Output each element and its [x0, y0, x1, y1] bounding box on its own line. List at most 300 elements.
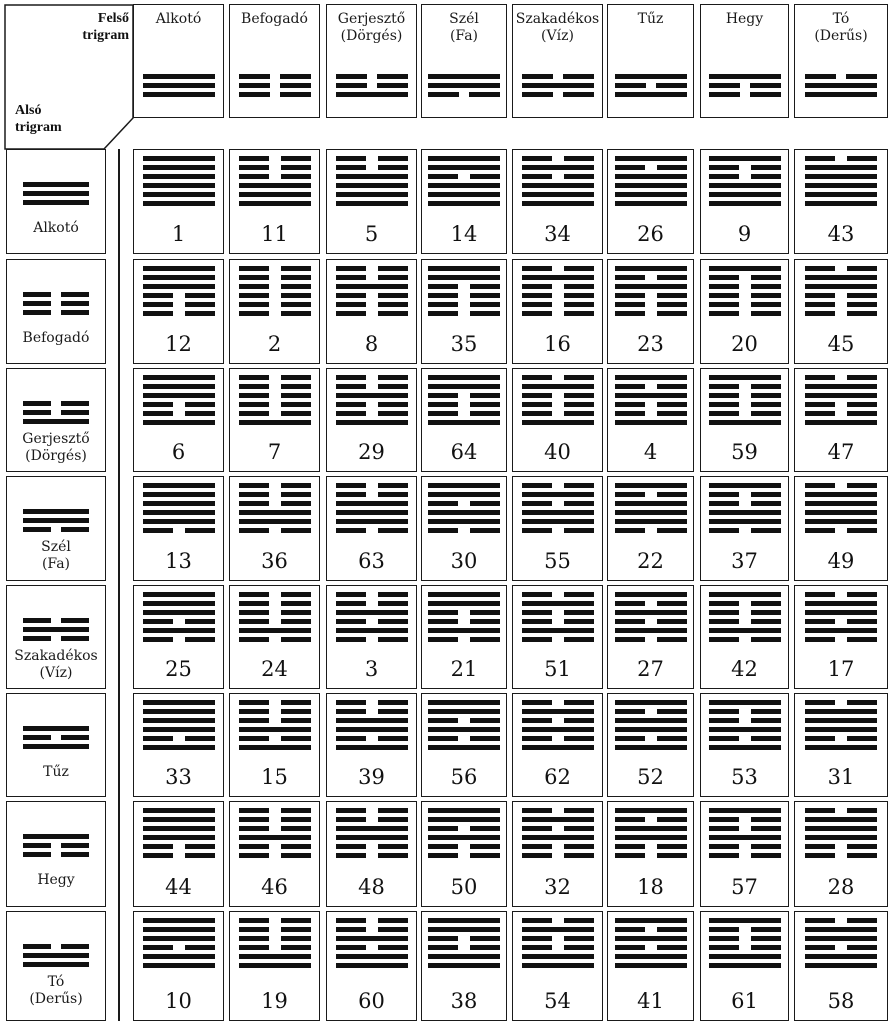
yin-line-left [336, 83, 367, 88]
yang-line [805, 201, 877, 206]
hexagram-cell [607, 911, 694, 1021]
yin-line-right [378, 808, 408, 813]
yang-line [143, 492, 215, 497]
yin-line-left [143, 311, 173, 316]
yin-line-right [185, 844, 215, 849]
yin-line-right [564, 302, 594, 307]
yin-line-left [239, 284, 269, 289]
hexagram-symbol [428, 592, 500, 642]
yin-line-left [143, 619, 173, 624]
yin-line-left [239, 736, 269, 741]
hexagram-symbol [805, 375, 877, 425]
hexagram-number: 30 [450, 549, 478, 573]
lower-trigram-name: Alkotó [33, 220, 79, 236]
hexagram-number: 52 [637, 765, 664, 789]
yang-line [336, 826, 408, 831]
yang-line [143, 74, 215, 79]
yang-line [239, 727, 311, 732]
lower-trigram-name: Befogadó [22, 330, 90, 346]
yin-line-left [143, 637, 173, 642]
yin-line-right [564, 293, 594, 298]
hexagram-number: 18 [637, 875, 664, 899]
yin-line-right [470, 393, 500, 398]
yin-line-left [805, 528, 835, 533]
yin-line-right [185, 302, 215, 307]
yang-line [428, 709, 500, 714]
lower-trigram-name: Szél (Fa) [41, 539, 71, 572]
hexagram-cell [794, 801, 888, 907]
yang-line [143, 156, 215, 161]
yang-line [805, 610, 877, 615]
yang-line [23, 962, 89, 967]
hexagram-cell [700, 368, 789, 472]
yang-line [615, 628, 687, 633]
yang-line [615, 201, 687, 206]
yin-line-left [428, 411, 458, 416]
yin-line-left [428, 826, 458, 831]
yang-line [805, 817, 877, 822]
yang-line [23, 834, 89, 839]
yin-line-right [564, 284, 594, 289]
yang-line [336, 501, 408, 506]
hexagram-symbol [805, 700, 877, 750]
yin-line-left [336, 275, 366, 280]
yin-line-left [805, 266, 835, 271]
upper-trigram-symbol [336, 74, 408, 97]
yin-line-right [564, 174, 594, 179]
hexagram-symbol [615, 918, 687, 968]
yang-line [615, 745, 687, 750]
hexagram-cell [326, 149, 417, 254]
yang-line [239, 420, 311, 425]
yin-line-left [615, 411, 645, 416]
lower-trigram-symbol [23, 292, 89, 315]
yin-line-right [378, 402, 408, 407]
yang-line [336, 835, 408, 840]
hexagram-symbol [805, 483, 877, 533]
yin-line-left [23, 401, 51, 406]
yin-line-left [239, 945, 269, 950]
yang-line [709, 954, 781, 959]
hexagram-symbol [615, 266, 687, 316]
hexagram-number: 54 [544, 989, 571, 1013]
hexagram-number: 29 [358, 440, 385, 464]
yin-line-right [657, 311, 687, 316]
yin-line-left [709, 853, 739, 858]
yin-line-right [281, 156, 311, 161]
yin-line-right [281, 718, 311, 723]
yin-line-right [61, 292, 89, 297]
hexagram-symbol [522, 266, 594, 316]
yin-line-left [615, 853, 645, 858]
yin-line-left [805, 156, 835, 161]
yin-line-left [522, 853, 552, 858]
hexagram-cell [229, 476, 320, 581]
hexagram-number: 44 [165, 875, 192, 899]
yin-line-right [657, 302, 687, 307]
yang-line [709, 808, 781, 813]
yang-line [805, 284, 877, 289]
yin-line-left [709, 501, 739, 506]
yin-line-left [239, 311, 269, 316]
hexagram-symbol [522, 700, 594, 750]
yin-line-right [751, 736, 781, 741]
yin-line-left [143, 853, 173, 858]
yang-line [23, 419, 89, 424]
yang-line [615, 284, 687, 289]
yin-line-right [281, 528, 311, 533]
yang-line [615, 183, 687, 188]
yin-line-left [428, 844, 458, 849]
yin-line-left [239, 918, 269, 923]
yin-line-left [615, 302, 645, 307]
yin-line-left [522, 393, 552, 398]
yin-line-right [564, 826, 594, 831]
yin-line-left [239, 375, 269, 380]
yin-line-right [564, 610, 594, 615]
yang-line [23, 182, 89, 187]
hexagram-number: 53 [731, 765, 758, 789]
yin-line-left [428, 501, 458, 506]
upper-trigram-cell [421, 4, 507, 118]
yin-line-right [564, 945, 594, 950]
yin-line-left [336, 311, 366, 316]
hexagram-symbol [143, 808, 215, 858]
yin-line-left [805, 74, 836, 79]
hexagram-number: 58 [827, 989, 855, 1013]
yang-line [709, 183, 781, 188]
yin-line-left [615, 619, 645, 624]
yin-line-left [522, 284, 552, 289]
hexagram-symbol [239, 592, 311, 642]
yin-line-left [709, 393, 739, 398]
yang-line [522, 727, 594, 732]
hexagram-number: 22 [637, 549, 664, 573]
yang-line [709, 266, 781, 271]
yin-line-right [185, 411, 215, 416]
yang-line [805, 165, 877, 170]
hexagram-symbol [239, 700, 311, 750]
yin-line-right [564, 700, 594, 705]
yin-line-right [281, 844, 311, 849]
yin-line-right [751, 501, 781, 506]
lower-trigram-symbol [23, 401, 89, 424]
yin-line-left [709, 492, 739, 497]
yin-line-left [615, 293, 645, 298]
yin-line-left [336, 844, 366, 849]
yang-line [615, 592, 687, 597]
hexagram-number: 4 [643, 440, 658, 464]
yin-line-left [143, 402, 173, 407]
yin-line-left [709, 293, 739, 298]
hexagram-number: 60 [358, 989, 385, 1013]
yin-line-left [615, 165, 645, 170]
yin-line-right [750, 83, 781, 88]
hexagram-symbol [336, 266, 408, 316]
yin-line-left [239, 927, 269, 932]
yin-line-left [239, 92, 270, 97]
yin-line-left [805, 619, 835, 624]
lower-trigram-name: Szakadékos (Víz) [14, 648, 98, 681]
yang-line [709, 727, 781, 732]
yang-line [615, 727, 687, 732]
upper-trigram-symbol [709, 74, 781, 97]
yin-line-right [61, 401, 89, 406]
yin-line-right [751, 817, 781, 822]
yin-line-left [522, 736, 552, 741]
yin-line-left [615, 844, 645, 849]
upper-trigram-symbol [239, 74, 311, 97]
yang-line [143, 420, 215, 425]
yang-line [709, 519, 781, 524]
yin-line-left [239, 709, 269, 714]
yang-line [805, 709, 877, 714]
yin-line-right [185, 945, 215, 950]
hexagram-number: 46 [261, 875, 288, 899]
yin-line-left [615, 528, 645, 533]
yin-line-right [657, 293, 687, 298]
hexagram-symbol [709, 375, 781, 425]
yin-line-left [23, 636, 51, 641]
hexagram-symbol [239, 375, 311, 425]
yang-line [522, 927, 594, 932]
hexagram-cell [794, 476, 888, 581]
upper-trigram-symbol [615, 74, 687, 97]
yin-line-right [751, 718, 781, 723]
yin-line-right [847, 592, 877, 597]
yin-line-right [751, 275, 781, 280]
yang-line [522, 384, 594, 389]
yin-line-left [709, 302, 739, 307]
lower-trigram-cell [6, 693, 106, 797]
yang-line [23, 726, 89, 731]
yin-line-left [615, 492, 645, 497]
hexagram-number: 15 [261, 765, 288, 789]
hexagram-symbol [336, 483, 408, 533]
yin-line-left [23, 735, 51, 740]
yang-line [615, 610, 687, 615]
hexagram-symbol [428, 918, 500, 968]
yin-line-left [143, 736, 173, 741]
yin-line-left [239, 718, 269, 723]
yin-line-right [564, 736, 594, 741]
yin-line-right [564, 501, 594, 506]
yin-line-right [751, 411, 781, 416]
yin-line-right [564, 156, 594, 161]
yang-line [143, 954, 215, 959]
yang-line [143, 709, 215, 714]
yin-line-right [657, 945, 687, 950]
hexagram-cell [512, 149, 603, 254]
hexagram-number: 7 [267, 440, 282, 464]
yin-line-left [805, 411, 835, 416]
yang-line [615, 826, 687, 831]
yang-line [428, 727, 500, 732]
yang-line [143, 817, 215, 822]
yin-line-left [23, 843, 51, 848]
yang-line [805, 393, 877, 398]
yin-line-right [378, 492, 408, 497]
yin-line-right [470, 402, 500, 407]
hexagram-cell [133, 585, 224, 689]
yin-line-left [143, 302, 173, 307]
yin-line-left [522, 293, 552, 298]
yin-line-right [847, 375, 877, 380]
yin-line-right [470, 174, 500, 179]
yang-line [615, 174, 687, 179]
yin-line-left [805, 302, 835, 307]
yin-line-right [61, 852, 89, 857]
yin-line-left [428, 311, 458, 316]
yin-line-right [751, 528, 781, 533]
yin-line-right [751, 492, 781, 497]
hexagram-number: 11 [261, 222, 288, 246]
yin-line-right [657, 384, 687, 389]
hexagram-symbol [709, 592, 781, 642]
yang-line [709, 835, 781, 840]
yin-line-right [657, 601, 687, 606]
yin-line-right [378, 266, 408, 271]
yin-line-right [61, 310, 89, 315]
yang-line [336, 727, 408, 732]
yin-line-right [185, 402, 215, 407]
yang-line [336, 174, 408, 179]
yin-line-left [239, 592, 269, 597]
yin-line-left [709, 83, 740, 88]
yang-line [615, 700, 687, 705]
hexagram-symbol [239, 266, 311, 316]
hexagram-number: 25 [165, 657, 192, 681]
yang-line [23, 627, 89, 632]
yin-line-right [657, 492, 687, 497]
yin-line-right [470, 284, 500, 289]
yin-line-left [239, 826, 269, 831]
hexagram-cell [794, 693, 888, 797]
yin-line-left [522, 92, 553, 97]
yang-line [615, 936, 687, 941]
hexagram-symbol [805, 918, 877, 968]
yin-line-right [378, 293, 408, 298]
yin-line-left [709, 601, 739, 606]
yin-line-right [61, 301, 89, 306]
yang-line [143, 601, 215, 606]
yin-line-right [751, 174, 781, 179]
yin-line-left [239, 266, 269, 271]
yang-line [522, 183, 594, 188]
hexagram-cell [421, 911, 507, 1021]
hexagram-cell [229, 801, 320, 907]
yin-line-right [564, 853, 594, 858]
yin-line-left [239, 83, 270, 88]
hexagram-symbol [143, 592, 215, 642]
yin-line-right [751, 165, 781, 170]
yin-line-right [281, 853, 311, 858]
upper-trigram-name: Alkotó [155, 11, 202, 27]
yin-line-right [657, 844, 687, 849]
yang-line [143, 700, 215, 705]
yin-line-left [522, 311, 552, 316]
yin-line-right [281, 808, 311, 813]
yin-line-left [709, 736, 739, 741]
yin-line-left [428, 174, 458, 179]
hexagram-number: 33 [165, 765, 192, 789]
yin-line-right [657, 411, 687, 416]
hexagram-number: 3 [364, 657, 379, 681]
yang-line [336, 183, 408, 188]
yin-line-left [428, 619, 458, 624]
yin-line-left [336, 483, 366, 488]
yin-line-right [657, 528, 687, 533]
hexagram-cell [421, 368, 507, 472]
yin-line-right [281, 492, 311, 497]
yin-line-left [522, 592, 552, 597]
yang-line [428, 201, 500, 206]
yin-line-right [751, 601, 781, 606]
yang-line [143, 826, 215, 831]
yin-line-left [522, 700, 552, 705]
yin-line-left [615, 709, 645, 714]
yang-line [615, 519, 687, 524]
yin-line-right [281, 601, 311, 606]
yang-line [428, 927, 500, 932]
yin-line-right [847, 156, 877, 161]
yang-line [143, 927, 215, 932]
yin-line-right [751, 302, 781, 307]
yang-line [143, 592, 215, 597]
hexagram-symbol [805, 156, 877, 206]
hexagram-number: 20 [731, 332, 758, 356]
yang-line [336, 420, 408, 425]
yin-line-right [470, 411, 500, 416]
yin-line-left [336, 293, 366, 298]
yang-line [239, 628, 311, 633]
yin-line-right [750, 92, 781, 97]
yin-line-left [709, 945, 739, 950]
hexagram-number: 27 [637, 657, 664, 681]
yin-line-left [336, 601, 366, 606]
hexagram-symbol [336, 918, 408, 968]
yin-line-left [709, 817, 739, 822]
yin-line-left [239, 501, 269, 506]
yin-line-right [847, 700, 877, 705]
hexagram-cell [607, 368, 694, 472]
hexagram-cell [512, 368, 603, 472]
yin-line-left [522, 402, 552, 407]
yang-line [336, 610, 408, 615]
yin-line-right [751, 393, 781, 398]
yang-line [143, 610, 215, 615]
yin-line-right [281, 936, 311, 941]
yang-line [709, 592, 781, 597]
yin-line-left [239, 483, 269, 488]
yang-line [522, 201, 594, 206]
yin-line-right [657, 927, 687, 932]
hexagram-number: 10 [165, 989, 192, 1013]
hexagram-cell [607, 149, 694, 254]
yin-line-left [805, 592, 835, 597]
yang-line [709, 510, 781, 515]
yang-line [522, 745, 594, 750]
yin-line-right [470, 736, 500, 741]
lower-trigram-symbol [23, 618, 89, 641]
hexagram-cell [421, 585, 507, 689]
yang-line [805, 963, 877, 968]
yin-line-right [378, 945, 408, 950]
yang-line [522, 954, 594, 959]
hexagram-cell [229, 693, 320, 797]
yin-line-right [377, 74, 408, 79]
yang-line [805, 601, 877, 606]
